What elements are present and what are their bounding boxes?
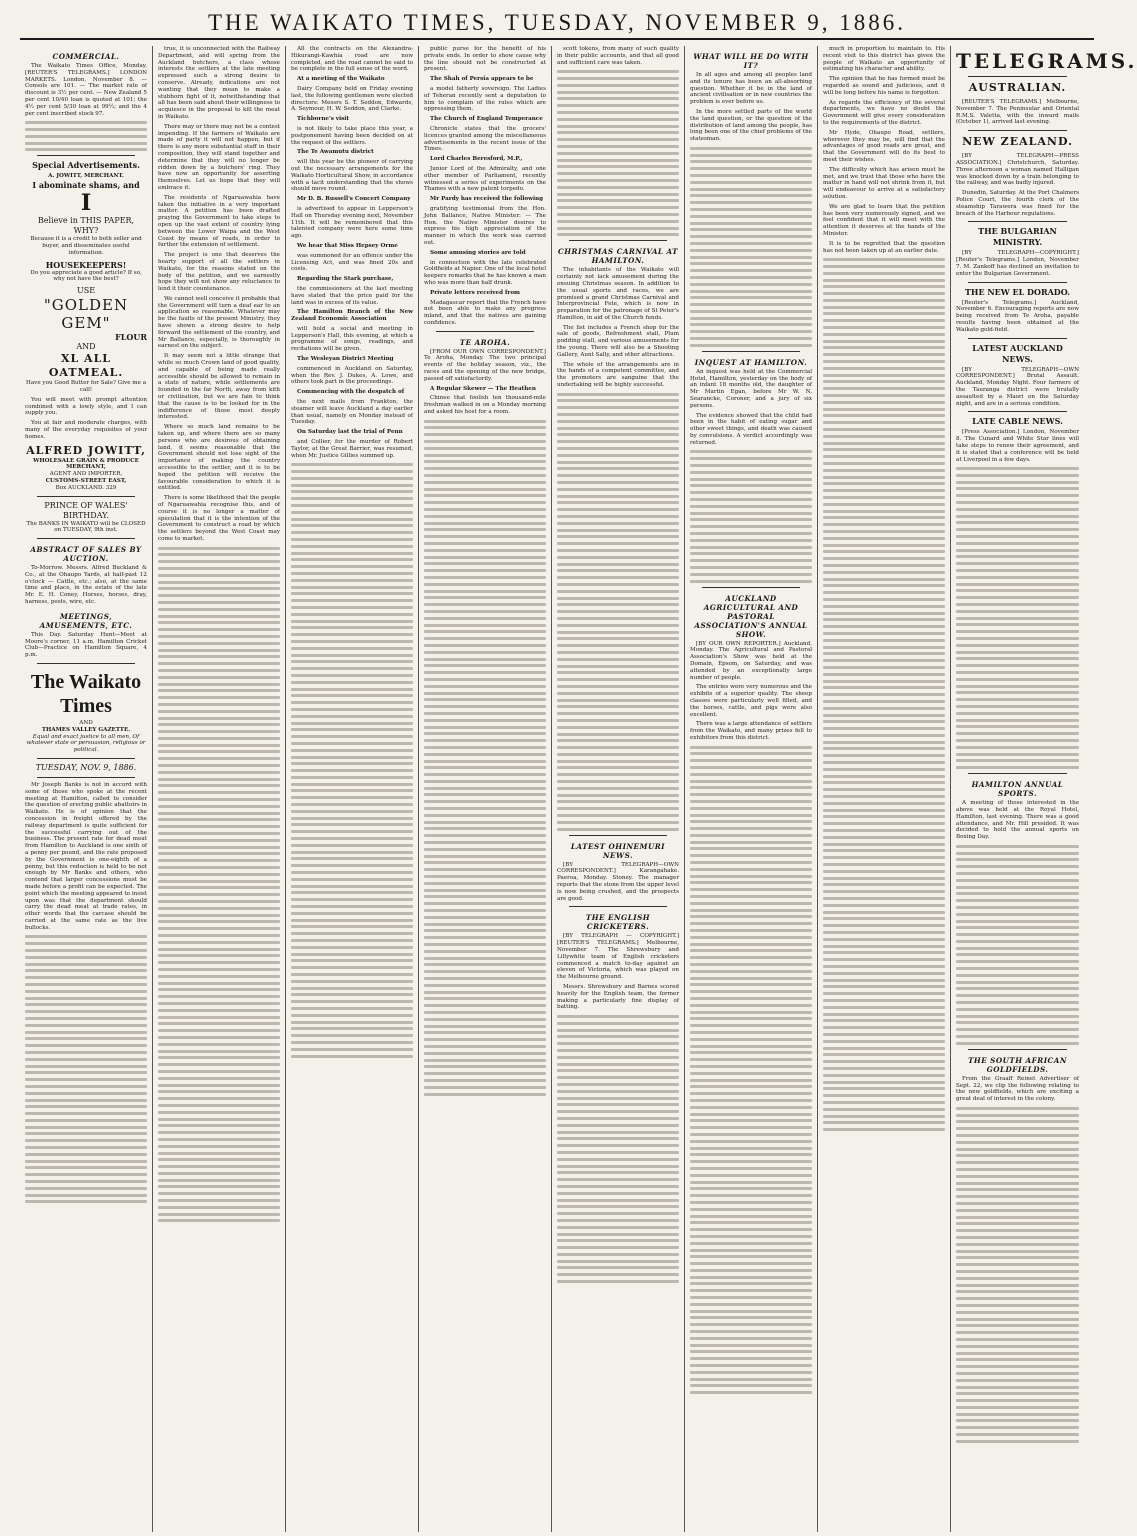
column-7 — [818, 46, 951, 1532]
column-6 — [685, 46, 818, 1532]
column-filler — [956, 467, 1079, 769]
article-paragraph: Dairy Company held on Friday evening last, the following gentlemen were elected directors: Messrs S. T. Seddon, Edwards, A. Seymour, H. W. Seddon, and Clarke. — [291, 85, 413, 113]
article-paragraph: Madagascar report that the French have not been able to make any progress inland, and that the natives are gaining confidence. — [424, 299, 546, 326]
divider — [37, 663, 135, 664]
because-line: Because it is a credit to both seller and buyer, and disseminates useful information. — [30, 236, 142, 256]
paragraph-lead: Regarding the Stark purchase, — [297, 276, 394, 283]
ohinemuri-heading: LATEST OHINEMURI NEWS. — [570, 841, 666, 860]
article-paragraph: commenced in Auckland on Saturday, when the Rev. J. Dukes, A. Lowe, and others took part in the proceedings. — [291, 365, 413, 386]
latest-auckland-heading: LATEST AUCKLAND NEWS. — [972, 342, 1063, 364]
abominate-line: I abominate shams, and — [32, 180, 140, 191]
paragraph-lead: Mr D. B. Russell's Concert Company — [297, 196, 411, 203]
merchant-line: A. JOWITT, MERCHANT. — [48, 173, 124, 180]
golden-gem-line: "GOLDEN GEM" — [43, 296, 129, 333]
paragraph-lead: Commencing with the despatch of — [297, 389, 405, 396]
special-ads-heading: Special Advertisements. — [32, 160, 140, 171]
article-paragraph: The list includes a French shop for the sale of goods, Refreshment stall, Plum pudding stall, and various amusements for the young. There will also be a Shooting Gallery, Aunt Sally, and other attractions. — [557, 324, 679, 358]
editorial-filler — [25, 935, 147, 1203]
article-paragraph: [BY TELEGRAPH—OWN CORRESPONDENT.] Brutal Assault. Auckland, Monday Night. Four farmers of the Tauranga district were brutally assaulted by a Maori on the Saturday night, and are in a serious condition. — [956, 366, 1079, 407]
article-paragraph: is advertised to appear in Lepperson's Hall on Thursday evening next, November 11th. It will be remembered that this talented company were here some time ago. — [291, 205, 413, 240]
south-african-heading: THE SOUTH AFRICAN GOLDFIELDS. — [968, 1055, 1067, 1074]
paper-and: AND — [79, 720, 93, 727]
column-filler — [557, 70, 679, 236]
article-paragraph: The whole of the arrangements are in the hands of a competent committee, and the promoters are sanguine that the undertaking will be highly successful. — [557, 361, 679, 389]
article-paragraph: An inquest was held at the Commercial Hotel, Hamilton, yesterday on the body of an infant 18 months old, the daughter of Mr Martin Egan, before Mr W. N. Searancke, Coroner, and a jury of six persons. — [690, 368, 812, 409]
column-filler — [557, 393, 679, 831]
article-paragraph: There may or there may not be a contest impending. If the farmers of Waikato are made of party it will not happen, but if there is any more substantial stuff in their composition, they will stand together and determine that they will no longer be ridden down by a butchers' ring. They have now an opportunity for asserting themselves. Let us hope that they will embrace it. — [158, 123, 280, 191]
article-paragraph: The difficulty which has arisen must be met, and we trust that those who have the matter in hand will not shrink from it, but will endeavour to arrive at a satisfactory solution. — [823, 166, 945, 200]
article-paragraph: [FROM OUR OWN CORRESPONDENT.] Te Aroha, Monday. The two principal events of the holiday season, viz., the races and the opening of the new bridge, passed off satisfactorily. — [424, 348, 546, 382]
will-meet-line: You will meet with prompt attention combined with a lowly style, and I can supply you. — [25, 396, 147, 417]
column-filler — [956, 845, 1079, 1045]
article-paragraph: is not likely to take place this year, a postponement having been decided on at the request of the settlers. — [291, 125, 413, 146]
dateline: TUESDAY, NOV. 9, 1886. — [35, 763, 137, 773]
article-paragraph: will hold a social and meeting in Lepperson's Hall, this evening, at which a programme of songs, readings, and recitations will be given. — [291, 325, 413, 353]
meetings-text: This Day. Saturday Hunt—Meet at Moore's corner, 11 a.m. Hamilton Cricket Club—Practice on Hamilton Square, 4 p.m. — [25, 631, 147, 659]
article-paragraph: [BY TELEGRAPH—COPYRIGHT.] [Reuter's Telegrams.] London, November 7. M. Zankoff has declined an invitation to enter the Bulgarian Government. — [956, 250, 1079, 277]
article-paragraph: Dunedin, Saturday. At the Port Chalmers Police Court, the fourth clerk of the steamship Tarawera was fined for the breach of the Harbour regulations. — [956, 190, 1079, 217]
article-paragraph: Messrs. Shrewsbury and Barnes scored heavily for the English team, the former making a particularly fine display of batting. — [557, 984, 679, 1011]
article-paragraph: A meeting of those interested in the above was held at the Royal Hotel, Hamilton, last evening. There was a good attendance, and Mr. Hill presided. It was decided to hold the annual sports on Boxing Day. — [956, 800, 1079, 841]
article-paragraph: The inhabitants of the Waikato will certainly not lack amusement during the ensuing Christmas season. In addition to the usual sports and races, we are promised a grand Christmas Carnival and Interprovincial Fete, which is now in preparation for the patronage of St Peter's Hamilton, in aid of the Church funds. — [557, 267, 679, 321]
divider — [569, 906, 667, 907]
article-paragraph: From the Graaff Reinet Advertiser of Sept. 22, we clip the following relating to the new goldfields, which are exciting a great deal of interest in the colony. — [956, 1075, 1079, 1103]
paragraph-lead: The Te Awamutu district — [297, 149, 374, 156]
agent-line: AGENT AND IMPORTER, — [49, 471, 123, 478]
article-paragraph: a model fatherly sovereign. The Ladies of Teheran recently sent a deputation to him to complain of the rules which are oppressing them. — [424, 85, 546, 113]
divider — [702, 587, 800, 588]
divider — [968, 411, 1067, 412]
divider — [37, 777, 135, 778]
inquest-heading: INQUEST AT HAMILTON. — [694, 357, 808, 367]
divider — [37, 496, 135, 497]
column-filler — [823, 258, 945, 1131]
article-paragraph: [BY TELEGRAPH—PRESS ASSOCIATION.] Christchurch, Saturday. Three afternoon a woman named Halligan was knocked down by a train belonging to the railway, and was badly injured. — [956, 153, 1079, 187]
article-paragraph: [BY TELEGRAPH — COPYRIGHT.] [REUTER'S TELEGRAMS.] Melbourne, November 7. The Shrewsbury and Lillywhite team of English cricketers commenced a match to-day against an eleven of Victoria, which was played on the Melbourne ground. — [557, 933, 679, 981]
article-paragraph: Chinee that foolish ten thousand-mile freshman walked in on a Monday morning and asked his host for a room. — [424, 395, 546, 416]
good-butter-line: Have you Good Butter for Sale? Give me a call! — [25, 380, 147, 393]
auckland-show-heading: AUCKLAND AGRICULTURAL AND PASTORAL ASSOCIATION'S ANNUAL SHOW. — [694, 593, 808, 639]
divider — [436, 331, 534, 332]
paragraph-lead: A Regular Skewer — The Heathen — [430, 385, 536, 392]
thames-gazette: THAMES VALLEY GAZETTE. — [41, 726, 131, 733]
article-paragraph: The project is one that deserves the hearty support of all the settlers in Waikato, for the reasons stated on the body of the petition, and we earnestly hope they will not show any reluctance to lend it their countenance. — [158, 252, 280, 293]
column-filler — [690, 746, 812, 1395]
paragraph-lead: The Shah of Persia appears to be — [430, 76, 534, 83]
article-paragraph: in connection with the late celebrated Goldfields at Napier. One of the local hotel keepers remarks that he has known a man who was more than half drunk. — [424, 259, 546, 286]
paragraph-lead: Some amusing stories are told — [430, 249, 526, 256]
housekeepers-line: HOUSEKEEPERS! — [45, 259, 127, 270]
column-5 — [552, 46, 685, 1532]
te-aroha-heading: TE AROHA. — [459, 337, 511, 347]
article-paragraph: Where so much land remains to be taken up, and where there are so many persons who are desirous of obtaining land, it seems reasonable that the Government should not lose sight of the importance of making the country accessible to the settler, and it is to be hoped the petition will receive the favourable consideration to which it is entitled. — [158, 424, 280, 492]
article-paragraph: Chronicle states that the grocers' licences granted among the miscellaneous advertisements in the recent issue of the Times. — [424, 125, 546, 153]
article-paragraph: In all ages and among all peoples land and its tenure has been an all-absorbing question. Whether it be in the land of ancient civilisation or in new countries the problem is ever before us. — [690, 72, 812, 106]
divider — [968, 130, 1067, 131]
divider — [37, 538, 135, 539]
hamilton-sports-heading: HAMILTON ANNUAL SPORTS. — [971, 780, 1064, 799]
article-paragraph: The entries were very numerous and the exhibits of a superior quality. The sheep classes were particularly well filled, and the horses, cattle, and pigs were also excellent. — [690, 684, 812, 718]
fair-line: You at fair and moderate charges, with many of the everyday requisites of your homes. — [25, 420, 147, 440]
banks-line: The BANKS IN WAIKATO will be CLOSED on TUESDAY, 9th inst. — [26, 520, 146, 534]
paragraph-lead: On Saturday last the trial of Penn — [297, 429, 403, 436]
paragraph-lead: The Church of England Temperance — [430, 116, 543, 123]
masthead: THE WAIKATO TIMES, TUESDAY, NOVEMBER 9, 1886. — [20, 10, 1094, 40]
column-filler — [291, 463, 413, 1057]
do-you-line: Do you appreciate a good article? If so, why not have the best? — [30, 269, 142, 283]
article-paragraph: In the more settled parts of the world the land question, or the question of the distribution of land among the people, has long been one of the chief problems of the statesman. — [690, 108, 812, 143]
paragraph-lead: At a meeting of the Waikato — [297, 76, 385, 83]
article-paragraph: There was a large attendance of settlers from the Waikato, and many prizes fell to exhibitors from this district. — [690, 721, 812, 741]
column-filler — [424, 420, 546, 1096]
article-paragraph: Mr Hyde, Ohaupo Road, settlers, wherever they may be, will find that the advantages of good roads are great, and that the Government will do its best to meet their wishes. — [823, 129, 945, 163]
article-paragraph: There is some likelihood that the people of Ngaruawahia recognise this, and of course it is no longer a matter of speculation that it is the intention of the Government to construct a road by which the settlers beyond the West Coast may come to market. — [158, 495, 280, 542]
column-filler — [158, 547, 280, 1223]
australian-heading: AUSTRALIAN. — [968, 81, 1067, 94]
prince-line: PRINCE OF WALES' BIRTHDAY. — [44, 500, 128, 520]
paper-title: The Waikato Times — [30, 671, 142, 718]
motto: Equal and exact justice to all men, Of whatever state or persuasion, religious or political. — [26, 733, 146, 754]
article-paragraph: will this year be the pioneer of carrying out the necessary arrangements for the Waikato Horticultural Show, in accordance with a tacit understanding that the shows should move round. — [291, 159, 413, 193]
box-line: Box AUCKLAND. 329 — [55, 484, 117, 491]
abstract-heading: ABSTRACT OF SALES BY AUCTION. — [30, 545, 142, 564]
what-will-he-do-heading: WHAT WILL HE DO WITH IT? — [693, 52, 809, 70]
article-paragraph: and Collier, for the murder of Robert Taylor, at the Great Barrier, was resumed, when Mr. Justice Gillies summed up. — [291, 439, 413, 459]
article-paragraph: It is to be regretted that the question has not been taken up at an earlier date. — [823, 240, 945, 254]
article-paragraph: [Press Association.] London, November 8. The Cunard and White Star lines will take steps to renew their agreement, and it is stated that a conference will be held at Liverpool in a few days. — [956, 429, 1079, 463]
alfred-jowitt: ALFRED JOWITT, — [26, 443, 146, 457]
customs-line: CUSTOMS-STREET EAST, — [45, 477, 127, 484]
big-i: I — [80, 190, 92, 217]
divider — [968, 773, 1067, 774]
use-line: USE — [76, 286, 96, 296]
article-paragraph: the next mails from Frankton, the steamer will leave Auckland a day earlier than usual, namely on Monday instead of Tuesday. — [291, 399, 413, 426]
columns — [20, 46, 1137, 1532]
commercial-heading: COMMERCIAL. — [52, 52, 120, 61]
article-paragraph: the commissioners at the last meeting have stated that the price paid for the land was in excess of its value. — [291, 285, 413, 306]
divider — [968, 338, 1067, 339]
article-paragraph: true, it is unconnected with the Railway Department, and will spring from the Auckland butchers, a class whose interests the settlers at the late meeting expressed such a strong desire to conserve. Already, indications are not wanting that they mean to make a stubborn fight of it, notwithstanding that all has been said about their willingness to acquiesce in the proposal to kill the meat in Waikato. — [158, 46, 280, 120]
column-8 — [951, 46, 1137, 1532]
editorial-body: Mr Joseph Banks is not in accord with some of those who spoke at the recent meeting at Hamilton, called to consider the question of erecting public abattoirs in Waikato. He is of opinion that the concession in freight offered by the railway department is quite sufficient for the successful carrying out of the business. The present rate for dead meat from Hamilton to Auckland is one sixth of a penny per pound, and the rate proposed by the Government is one-eighth of a penny, but this reduction is held to be not enough by Mr Banks and others, who contend that larger concessions must be made before a profit can be expected. The point which the meeting appeared to insist upon was that the department should carry the dead meat at trade rates, in other words that the carcase should be carried at the same rate as the live bullocks. — [25, 782, 147, 931]
divider — [37, 758, 135, 759]
article-paragraph: much in proportion to maintain to. His recent visit to this district has given the people of Waikato an opportunity of estimating his character and ability. — [823, 46, 945, 73]
flour-line: FLOUR — [115, 332, 147, 343]
divider — [569, 240, 667, 241]
paragraph-lead: Mr Pardy has received the following — [430, 196, 544, 203]
article-paragraph: public purse for the benefit of his private ends. In order to show cause why the line should not be constructed at present. — [424, 46, 546, 73]
paragraph-lead: Private letters received from — [430, 289, 520, 296]
oatmeal-line: XL ALL OATMEAL. — [48, 352, 124, 380]
column-2 — [153, 46, 286, 1532]
divider — [569, 835, 667, 836]
divider — [968, 221, 1067, 222]
telegrams-heading: TELEGRAMS. — [956, 49, 1137, 73]
paragraph-lead: The Hamilton Branch of the New Zealand Economic Association — [291, 309, 413, 323]
article-paragraph: We cannot well conceive it probable that the Government will turn a deaf ear to an application so reasonable. Whatever may be the faults of the present Ministry, they have shown a strong desire to help forward the settlement of the country, and Mr Ballance, especially, is thoroughly in earnest on the subject. — [158, 295, 280, 350]
column-3 — [286, 46, 419, 1532]
article-paragraph: scott tokens, from many of such quality in their public accounts, and that all good and sufficient care was taken. — [557, 46, 679, 66]
article-paragraph: We are glad to learn that the petition has been very numerously signed, and we feel confident that it will meet with the attention it deserves at the hands of the Minister. — [823, 203, 945, 237]
and-line: AND — [76, 342, 96, 352]
column-1 — [20, 46, 153, 1532]
eldorado-heading: THE NEW EL DORADO. — [964, 286, 1071, 297]
wholesale-line: WHOLESALE GRAIN & PRODUCE MERCHANT, — [33, 457, 139, 471]
article-paragraph: was summoned for an offence under the Licensing Act, and was fined 20s and costs. — [291, 252, 413, 273]
divider — [968, 1049, 1067, 1050]
believe-line: Believe in THIS PAPER, WHY? — [37, 216, 135, 236]
article-paragraph: The evidence showed that the child had been in the habit of eating sugar and other sweet things, and death was caused by convulsions. A verdict accordingly was returned. — [690, 412, 812, 446]
divider — [702, 351, 800, 352]
paragraph-lead: The Wesleyan District Meeting — [297, 356, 394, 363]
late-cable-heading: LATE CABLE NEWS. — [972, 416, 1063, 427]
article-paragraph: As regards the efficiency of the several departments, we have no doubt the Government will give every consideration to the requirements of the district. — [823, 99, 945, 126]
article-paragraph: [REUTER'S TELEGRAMS.] Melbourne, November 7. The Peninsular and Oriental R.M.S. Valetta, with the inward mails (October 1), arrived last evening. — [956, 99, 1079, 126]
bulgarian-heading: THE BULGARIAN MINISTRY. — [978, 226, 1057, 248]
article-paragraph: It may seem not a little strange that while so much Crown land of good quality, and capable of being made really accessible should be allowed to remain in a state of nature, while settlements are founded in the far North, away from kith or civilization, but we are fain to think that the cause is to be looked for in the indifference of those most deeply interested. — [158, 353, 280, 421]
divider — [968, 76, 1067, 77]
divider — [968, 282, 1067, 283]
article-paragraph: Junior Lord of the Admiralty, and one other member of Parliament, recently witnessed a series of experiments on the Thames with a new patent torpedo. — [424, 165, 546, 193]
article-paragraph: gratifying testimonial from the Hon. John Ballance, Native Minister: — The Hon. the Native Minister desires to express his high appreciation of the manner in which the work was carried out. — [424, 205, 546, 246]
paragraph-lead: Tichborne's visit — [297, 116, 350, 123]
column-filler — [690, 147, 812, 347]
article-paragraph: [Reuter's Telegrams.] Auckland, November 6. Encouraging reports are now being received from Te Aroha, payable results having been obtained at the Waikato gold-field. — [956, 299, 1079, 333]
commercial-text: The Waikato Times Office, Monday. [REUTER'S TELEGRAMS.] LONDON MARKETS. London, November 8. — Consols are 101. — The market rate of discount is 3½ per cent. — New Zealand 5 per cent 10/40 loan is quoted at 101; the 4½ per cent 5/30 loan at 99½; and the 4 per cent inscribed stock 97. — [25, 63, 147, 117]
english-cricketers-heading: THE ENGLISH CRICKETERS. — [585, 913, 651, 932]
commercial-filler — [25, 121, 147, 151]
column-filler — [690, 450, 812, 582]
christmas-carnival-heading: CHRISTMAS CARNIVAL AT HAMILTON. — [558, 247, 678, 266]
article-paragraph: [BY OUR OWN REPORTER.] Auckland, Monday. The Agricultural and Pastoral Association's Show was held at the Domain, Epsom, on Saturday, and was attended by an exceptionally large number of people. — [690, 640, 812, 681]
article-paragraph: [BY TELEGRAPH—OWN CORRESPONDENT.] Karangahake. Paeroa, Monday. Stoney. The manager reports that the stone from the upper level is now being crushed, and the prospects are good. — [557, 861, 679, 902]
paragraph-lead: Lord Charles Beresford, M.P., — [430, 156, 523, 163]
divider — [37, 155, 135, 156]
article-paragraph: The opinion that he has formed must be regarded as sound and judicious, and it will be long before his name is forgotten. — [823, 76, 945, 96]
new-zealand-heading: NEW ZEALAND. — [962, 135, 1073, 149]
article-paragraph: All the contracts on the Alexandra-Hikurangi-Kawhia road are now completed, and the road cannot be said to be complete in the full sense of the word. — [291, 46, 413, 73]
meetings-heading: MEETINGS, AMUSEMENTS, ETC. — [39, 611, 133, 630]
abstract-text: To-Morrow. Messrs. Alfred Buckland & Co., at the Ohaupo Yards, at half-past 12 o'clock — Cattle, etc.; also, at the same time and place, in the estate of the late Mr. E. H. Coney, Horses, horses, dray, harness, posts, wire, etc. — [25, 565, 147, 606]
column-filler — [557, 1015, 679, 1283]
paragraph-lead: We hear that Miss Hepsey Orme — [297, 242, 398, 249]
column-filler — [956, 1107, 1079, 1443]
article-paragraph: The residents of Ngaruawahia have taken the initiative in a very important matter. A petition has been drafted praying the Government to take steps to open up the vast extent of country lying between the Lower Waipa and the West Coast by means of roads, in order to further the extension of settlement. — [158, 194, 280, 249]
column-4 — [419, 46, 552, 1532]
